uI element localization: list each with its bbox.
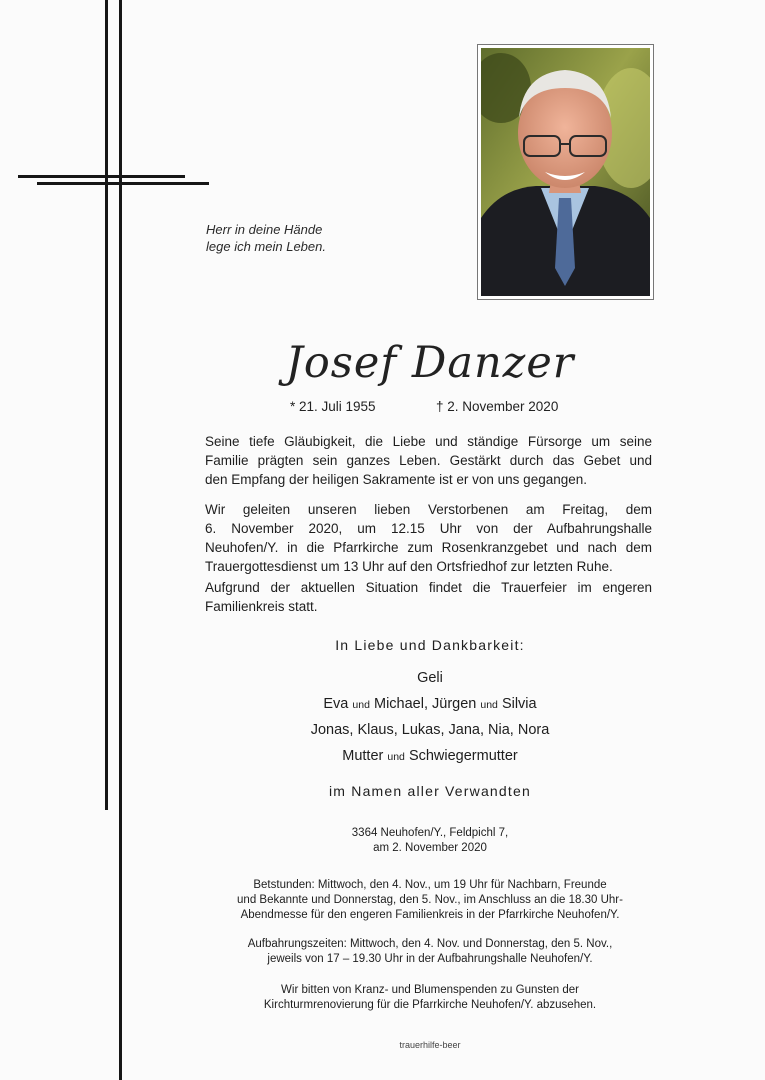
quote-line-1: Herr in deine Hände xyxy=(206,222,323,237)
text-line: den Empfang der heiligen Sakramente ist er von uns gegangen. xyxy=(205,472,588,487)
address-line: 3364 Neuhofen/Y., Feldpichl 7, xyxy=(351,827,509,839)
connector-und: und xyxy=(480,699,498,711)
text-line: Kirchturmrenovierung für die Pfarrkirche Neuhofen/Y. abzusehen. xyxy=(263,999,597,1011)
mourners-heading: In Liebe und Dankbarkeit: xyxy=(335,637,525,653)
address-date: am 2. November 2020 xyxy=(373,842,487,854)
bible-quote xyxy=(206,221,406,255)
text-line: jeweils von 17 – 19.30 Uhr in der Aufbahrungshalle Neuhofen/Y. xyxy=(267,953,593,965)
text-line: Trauergottesdienst um 13 Uhr auf den Ortsfriedhof zur letzten Ruhe. xyxy=(205,559,613,574)
text-line: Familienkreis statt. xyxy=(205,599,318,614)
text-line: Aufbahrungszeiten: Mittwoch, den 4. Nov. und Donnerstag, den 5. Nov., xyxy=(247,938,613,950)
publisher-signature: trauerhilfe-beer xyxy=(399,1040,461,1050)
text-line: Betstunden: Mittwoch, den 4. Nov., um 19 Uhr für Nachbarn, Freunde xyxy=(253,879,607,891)
text-line: Aufgrund der aktuellen Situation findet die Trauerfeier im engeren xyxy=(205,580,652,595)
connector-und: und xyxy=(387,751,405,763)
quote-line-2: lege ich mein Leben. xyxy=(206,239,326,254)
address-block xyxy=(200,826,660,856)
text-line: und Bekannte und Donnerstag, den 5. Nov., im Anschluss an die 18.30 Uhr- xyxy=(237,894,623,906)
portrait-frame xyxy=(477,44,654,300)
death-date: † 2. November 2020 xyxy=(436,399,559,414)
mourner-line-4 xyxy=(200,748,660,764)
text-line: Abendmesse für den engeren Familienkreis in der Pfarrkirche Neuhofen/Y. xyxy=(240,909,620,921)
donation-request xyxy=(200,983,660,1013)
cross-horizontal-bar-top xyxy=(18,175,185,178)
connector-und: und xyxy=(352,699,370,711)
text-line: Wir bitten von Kranz- und Blumenspenden zu Gunsten der xyxy=(281,984,579,996)
paragraph-situation xyxy=(205,578,652,616)
birth-date: * 21. Juli 1955 xyxy=(290,399,376,414)
deceased-name: Josef Danzer xyxy=(285,338,575,388)
mourner-name: Michael, Jürgen xyxy=(373,696,477,712)
mourner-name: Silvia xyxy=(501,696,537,712)
text-line: Neuhofen/Y. in die Pfarrkirche zum Rosenkranzgebet und nach dem xyxy=(205,540,652,555)
prayer-hours-notice xyxy=(200,878,660,923)
portrait-photo xyxy=(481,48,650,296)
cross-vertical-bar-left xyxy=(105,0,108,810)
mourner-name: Schwiegermutter xyxy=(408,748,518,764)
text-line: Seine tiefe Gläubigkeit, die Liebe und ständige Fürsorge um seine xyxy=(205,434,652,449)
mourners-footer: im Namen aller Verwandten xyxy=(329,783,531,799)
text-line: Wir geleiten unseren lieben Verstorbenen am Freitag, dem xyxy=(205,502,652,517)
mourner-name: Eva xyxy=(323,696,349,712)
text-line: 6. November 2020, um 12.15 Uhr von der Aufbahrungshalle xyxy=(205,521,652,536)
cross-horizontal-bar-bottom xyxy=(37,182,209,185)
mourner-line-1: Geli xyxy=(417,670,443,686)
paragraph-funeral xyxy=(205,500,652,576)
mourner-line-2 xyxy=(200,696,660,712)
paragraph-faith xyxy=(205,432,652,489)
viewing-hours-notice xyxy=(200,937,660,967)
mourner-name: Mutter xyxy=(342,748,384,764)
cross-vertical-bar-right xyxy=(119,0,122,1080)
text-line: Familie prägten sein ganzes Leben. Gestärkt durch das Gebet und xyxy=(205,453,652,468)
mourner-line-3: Jonas, Klaus, Lukas, Jana, Nia, Nora xyxy=(310,722,550,738)
